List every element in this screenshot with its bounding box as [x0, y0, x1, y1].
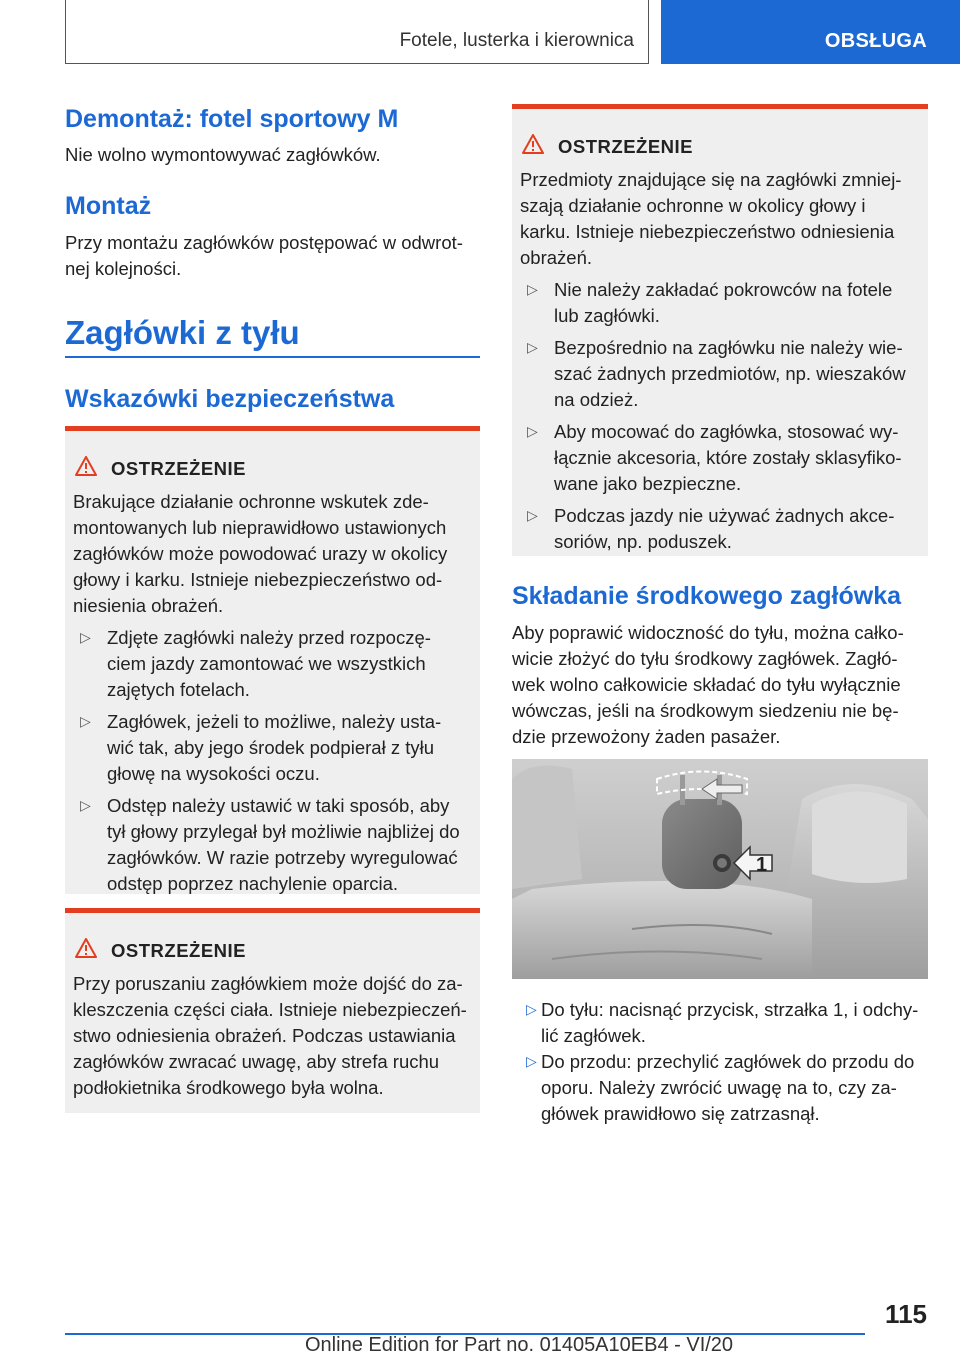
- triangle-right-icon: ▷: [80, 797, 91, 813]
- warning-text-line: karku. Istnieje niebezpieczeństwo odniesienia: [520, 221, 895, 242]
- text-demontaz: Nie wolno wymontowywać zagłówków.: [65, 144, 381, 165]
- list-item-line: wane jako bezpieczne.: [554, 473, 742, 494]
- header-chapter-tab: [661, 0, 960, 64]
- warning-box-1: [65, 426, 480, 894]
- warning-triangle-icon: [75, 938, 97, 958]
- step-line: Do przodu: przechylić zagłówek do przodu do: [541, 1051, 915, 1072]
- warning-text-line: zagłówków zwracać uwagę, aby strefa ruchu: [73, 1051, 440, 1072]
- warning-title: OSTRZEŻENIE: [111, 940, 247, 961]
- list-item-line: wić tak, aby jego środek podpierał z tyłu: [107, 737, 435, 758]
- list-item-line: Zagłówek, jeżeli to możliwe, należy usta‐: [107, 711, 442, 732]
- text-fold-line: dzie przewożony żaden pasażer.: [512, 726, 781, 747]
- warning-text-line: kleszczenia części ciała. Istnieje niebezpieczeń‐: [73, 999, 467, 1020]
- list-item-line: lub zagłówki.: [554, 305, 660, 326]
- list-item-line: Nie należy zakładać pokrowców na fotele: [554, 279, 893, 300]
- warning-text-line: montowanych lub nieprawidłowo ustawionych: [73, 517, 447, 538]
- page-number: 115: [885, 1299, 927, 1329]
- triangle-right-icon: ▷: [526, 1001, 537, 1017]
- headrest-photo: [512, 759, 928, 979]
- header-section-tab: [65, 0, 649, 64]
- text-montaz-line1: Przy montażu zagłówków postępować w odwrot‐: [65, 232, 463, 253]
- triangle-right-icon: ▷: [527, 339, 538, 355]
- list-item-line: zajętych fotelach.: [107, 679, 250, 700]
- warning-text-line: Przy poruszaniu zagłówkiem może dojść do za‐: [73, 973, 463, 994]
- warning-text-line: zagłówków może powodować urazy w okolicy: [73, 543, 448, 564]
- warning-box-2: [65, 908, 480, 1113]
- warning-triangle-icon: [75, 456, 97, 476]
- list-item-line: Aby mocować do zagłówka, stosować wy‐: [554, 421, 899, 442]
- warning-text-line: podłokietnika środkowego była wolna.: [73, 1077, 384, 1098]
- heading-main: Zagłówki z tyłu: [65, 314, 300, 351]
- warning-title: OSTRZEŻENIE: [558, 136, 694, 157]
- text-fold-line: wówczas, jeśli na środkowym siedzeniu nie bę‐: [512, 700, 899, 721]
- photo-callout-number: 1: [756, 854, 768, 876]
- triangle-right-icon: ▷: [80, 629, 91, 645]
- warning-text-line: stwo odniesienia obrażeń. Podczas ustawiania: [73, 1025, 456, 1046]
- triangle-right-icon: ▷: [527, 507, 538, 523]
- warning-text-line: głowy i karku. Istnieje niebezpieczeństwo od‐: [73, 569, 443, 590]
- header-chapter-title: OBSŁUGA: [824, 30, 927, 52]
- step-line: główek prawidłowo się zatrzasnął.: [541, 1103, 820, 1124]
- list-item-line: ciem jazdy zamontować we wszystkich: [107, 653, 426, 674]
- list-item-line: na odzież.: [554, 389, 639, 410]
- warning-text-line: Brakujące działanie ochronne wskutek zde‐: [73, 491, 429, 512]
- warning-text-line: Przedmioty znajdujące się na zagłówki zmniej‐: [520, 169, 902, 190]
- warning-text-line: niesienia obrażeń.: [73, 595, 224, 616]
- list-item-line: Zdjęte zagłówki należy przed rozpoczę‐: [107, 627, 431, 648]
- warning-title: OSTRZEŻENIE: [111, 458, 247, 479]
- footer-edition: Online Edition for Part no. 01405A10EB4 - VI/20: [305, 1334, 734, 1356]
- triangle-right-icon: ▷: [527, 423, 538, 439]
- warning-text-line: obrażeń.: [520, 247, 592, 268]
- heading-fold: Składanie środkowego zagłówka: [512, 582, 902, 610]
- step-line: Do tyłu: nacisnąć przycisk, strzałka 1, i odchy‐: [541, 999, 919, 1020]
- triangle-right-icon: ▷: [526, 1053, 537, 1069]
- list-item-line: tył głowy przylegał był możliwie najbliżej do: [107, 821, 460, 842]
- text-fold-line: wek wolno całkowicie składać do tyłu wyłącznie: [512, 674, 901, 695]
- step-line: oporu. Należy zwrócić uwagę na to, czy za‐: [541, 1077, 897, 1098]
- warning-triangle-icon: [522, 134, 544, 154]
- heading-montaz: Montaż: [65, 192, 152, 220]
- heading-rule: [65, 356, 480, 358]
- list-item-line: szać żadnych przedmiotów, np. wieszaków: [554, 363, 906, 384]
- list-item-line: Odstęp należy ustawić w taki sposób, aby: [107, 795, 450, 816]
- warning-box-3: [512, 104, 928, 556]
- list-item-line: zagłówków. W razie potrzeby wyregulować: [107, 847, 458, 868]
- step-line: lić zagłówek.: [541, 1025, 646, 1046]
- header-section-title: Fotele, lusterka i kierownica: [399, 30, 634, 51]
- list-item-line: Podczas jazdy nie używać żadnych akce‐: [554, 505, 895, 526]
- warning-text-line: szają działanie ochronne w okolicy głowy i: [520, 195, 866, 216]
- list-item-line: odstęp poprzez nachylenie oparcia.: [107, 873, 399, 894]
- text-fold-line: Aby poprawić widoczność do tyłu, można całko‐: [512, 622, 904, 643]
- text-montaz-line2: nej kolejności.: [65, 258, 182, 279]
- triangle-right-icon: ▷: [527, 281, 538, 297]
- list-item-line: łącznie akcesoria, które zostały sklasyfiko‐: [554, 447, 902, 468]
- list-item-line: głowę na wysokości oczu.: [107, 763, 320, 784]
- heading-safety: Wskazówki bezpieczeństwa: [65, 385, 395, 413]
- list-item-line: Bezpośrednio na zagłówku nie należy wie‐: [554, 337, 903, 358]
- list-item-line: soriów, np. poduszek.: [554, 531, 732, 552]
- heading-demontaz: Demontaż: fotel sportowy M: [65, 105, 399, 133]
- triangle-right-icon: ▷: [80, 713, 91, 729]
- text-fold-line: wicie złożyć do tyłu środkowy zagłówek. Zagłó‐: [512, 648, 898, 669]
